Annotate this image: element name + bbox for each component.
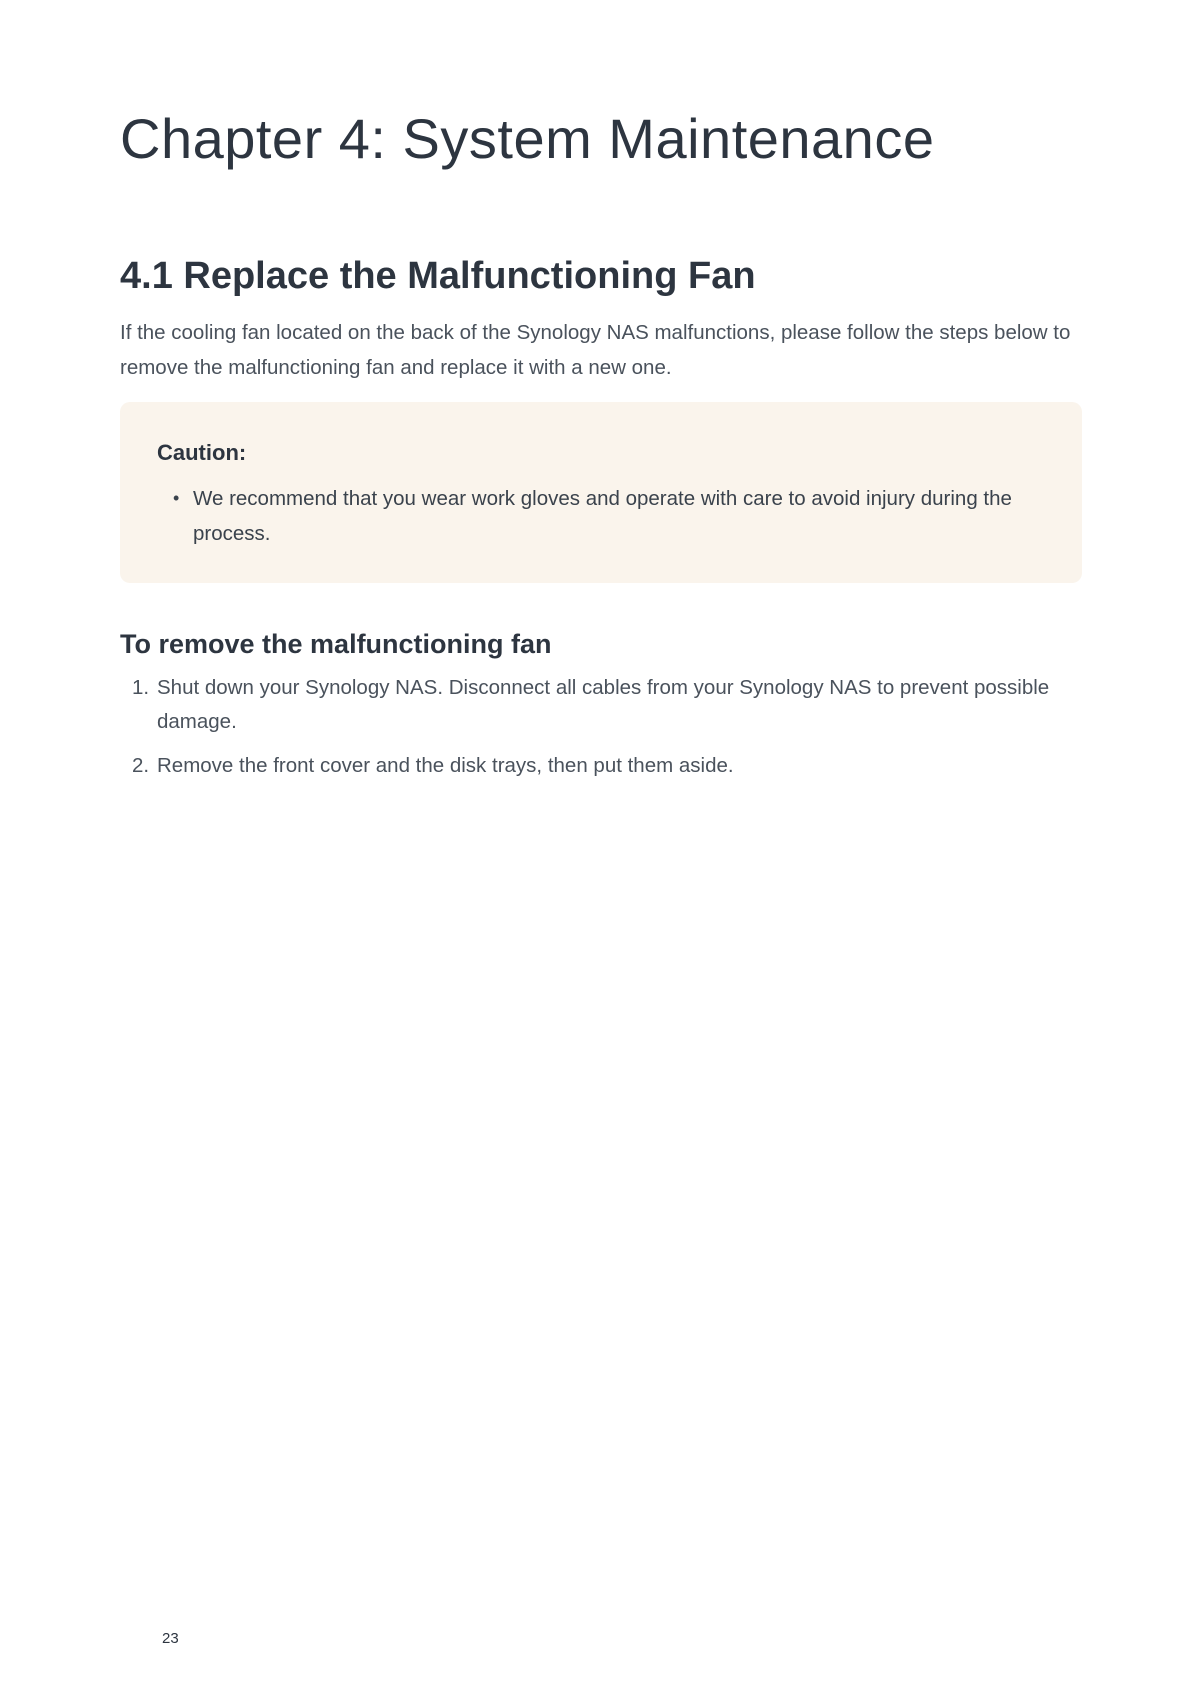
section-title: 4.1 Replace the Malfunctioning Fan (120, 255, 756, 297)
procedure-title: To remove the malfunctioning fan (120, 629, 552, 659)
step-number: 2. (132, 754, 150, 777)
bullet-icon: • (173, 488, 180, 508)
procedure-step (120, 749, 1082, 783)
caution-list (157, 481, 1046, 551)
caution-box (120, 402, 1082, 583)
caution-item (157, 481, 1046, 551)
section-intro: If the cooling fan located on the back of the Synology NAS malfunctions, please follow the steps below to remove the malfunctioning fan and replace it with a new one. (120, 321, 1071, 379)
step-text: Remove the front cover and the disk trays, then put them aside. (157, 754, 734, 777)
page-number: 23 (162, 1630, 179, 1647)
page-content (120, 100, 1082, 793)
chapter-title: Chapter 4: System Maintenance (120, 107, 935, 170)
procedure-steps (120, 671, 1082, 783)
step-text: Shut down your Synology NAS. Disconnect all cables from your Synology NAS to prevent possible damage. (157, 676, 1050, 733)
caution-item-text: We recommend that you wear work gloves and operate with care to avoid injury during the process. (193, 487, 1012, 545)
step-number: 1. (132, 676, 150, 699)
procedure-step (120, 671, 1082, 739)
caution-label: Caution: (157, 440, 247, 465)
